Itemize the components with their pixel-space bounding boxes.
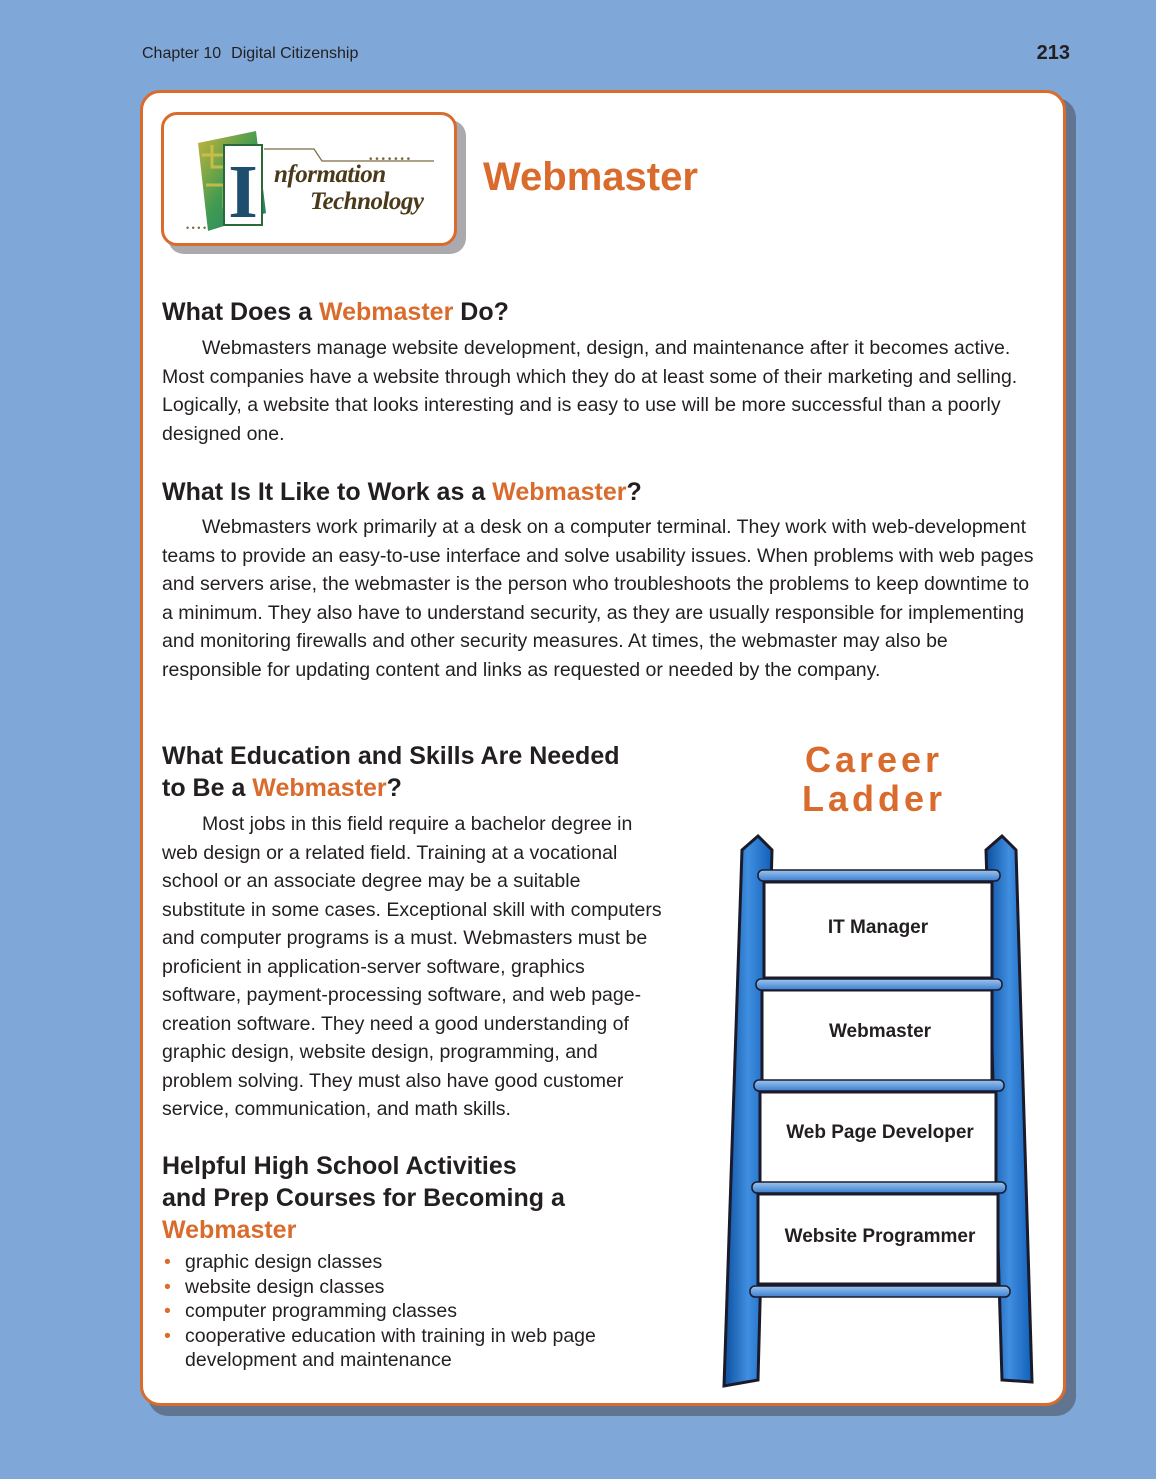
ladder-title-line-2: Ladder	[801, 778, 947, 819]
logo-word-information: nformation	[274, 161, 386, 188]
logo-word-technology: Technology	[310, 188, 424, 215]
heading-what-does	[162, 296, 509, 328]
list-item: • computer programming classes	[162, 1299, 642, 1324]
heading-accent: Webmaster	[162, 1216, 297, 1244]
ladder-title-line-1: Career	[804, 739, 944, 780]
rung-website-programmer: Website Programmer	[784, 1226, 976, 1247]
ladder-rung	[754, 1080, 1004, 1091]
career-ladder-title	[776, 740, 972, 818]
dot-trail-top: • • • • • • •	[369, 154, 411, 165]
dot-trail-bottom: • • • •	[186, 223, 207, 233]
heading-line-2: and Prep Courses for Becoming a	[162, 1184, 565, 1212]
heading-text-end: ?	[386, 774, 402, 802]
heading-text: to Be a	[162, 774, 253, 802]
heading-work-like	[162, 476, 642, 508]
ladder-rung	[758, 870, 1000, 881]
activities-list	[162, 1250, 642, 1373]
heading-accent: Webmaster	[252, 774, 387, 802]
heading-line-1: Helpful High School Activities	[162, 1152, 517, 1180]
paragraph-what-does	[162, 334, 1044, 448]
page-title: Webmaster	[483, 155, 698, 199]
paragraph-work-like	[162, 513, 1044, 684]
running-head	[142, 45, 358, 63]
heading-accent: Webmaster	[318, 298, 454, 326]
information-technology-logo	[161, 112, 457, 246]
paragraph-text: Webmasters work primarily at a desk on a computer terminal. They work with web-development teams to provide an easy-to-use interface and solve usability issues. When problems with web pages and servers arise, the webmaster is the person who troubleshoots the problems to keep downtime to a minimum. They also have to understand security, as they are usually responsible for implementing and monitoring firewalls and other security measures. At times, the webmaster may also be responsible for updating content and links as requested or needed by the company.	[162, 516, 1034, 681]
career-ladder	[720, 830, 1040, 1390]
heading-text: What Is It Like to Work as a	[162, 478, 493, 506]
heading-line-1: What Education and Skills Are Needed	[162, 742, 620, 770]
logo-letter: I	[228, 150, 258, 234]
chapter-title: Digital Citizenship	[231, 45, 359, 62]
paragraph-text: Webmasters manage website development, design, and maintenance after it becomes active. Most companies have a website through which they do at least some of their marketing and selling. Logically, a website that looks interesting and is easy to use will be more successful than a poorly designed one.	[162, 337, 1018, 445]
paragraph-text: Most jobs in this field require a bachelor degree in web design or a related field. Training at a vocational school or an associate degree may be a suitable substitute in some cases. Exceptional skill with computers and computer programs is a must. Webmasters must be proficient in application-server software, graphics software, payment-processing software, and web page-creation software. They need a good understanding of graphic design, website design, programming, and problem solving. They must also have good customer service, communication, and math skills.	[162, 813, 662, 1120]
heading-accent: Webmaster	[492, 478, 627, 506]
paragraph-education	[162, 810, 662, 1124]
heading-activities	[162, 1150, 565, 1246]
heading-text: What Does a	[162, 298, 319, 326]
rung-web-page-developer: Web Page Developer	[786, 1122, 974, 1143]
ladder-rung	[750, 1286, 1010, 1297]
chapter-number: Chapter 10	[142, 45, 222, 62]
rung-webmaster: Webmaster	[828, 1021, 932, 1042]
heading-text-end: ?	[626, 478, 642, 506]
page-number: 213	[1036, 42, 1070, 64]
list-item: • website design classes	[162, 1275, 642, 1300]
rung-it-manager: IT Manager	[827, 917, 929, 938]
list-item: • cooperative education with training in web page development and maintenance	[162, 1324, 642, 1373]
list-item: • graphic design classes	[162, 1250, 642, 1275]
heading-text-end: Do?	[453, 298, 509, 326]
heading-education	[162, 740, 620, 804]
ladder-rung	[752, 1182, 1006, 1193]
ladder-rung	[756, 979, 1002, 990]
